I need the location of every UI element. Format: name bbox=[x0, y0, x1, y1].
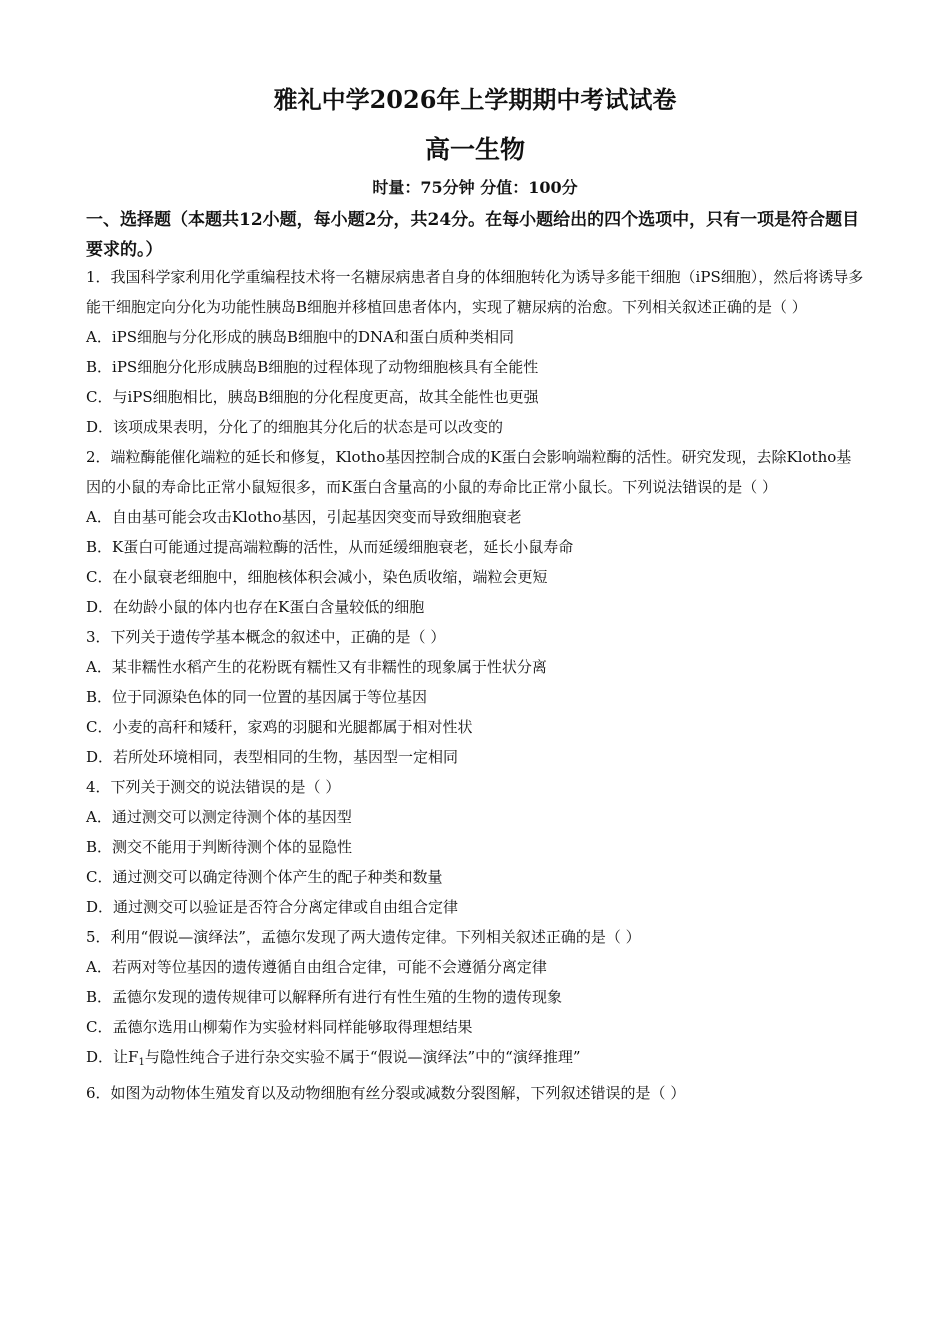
option-d: D．在幼龄小鼠的体内也存在K蛋白含量较低的细胞 bbox=[86, 598, 425, 616]
option-a: A．通过测交可以测定待测个体的基因型 bbox=[86, 808, 352, 826]
option-c: C．通过测交可以确定待测个体产生的配子种类和数量 bbox=[86, 868, 443, 886]
exam-title: 雅礼中学2026年上学期期中考试试卷 bbox=[273, 85, 677, 114]
option-a: A．若两对等位基因的遗传遵循自由组合定律，可能不会遵循分离定律 bbox=[86, 958, 547, 976]
option-b: B．测交不能用于判断待测个体的显隐性 bbox=[86, 838, 353, 856]
exam-subject: 高一生物 bbox=[424, 135, 525, 164]
option-b: B．K蛋白可能通过提高端粒酶的活性，从而延缓细胞衰老，延长小鼠寿命 bbox=[86, 538, 574, 556]
question-1 bbox=[86, 262, 866, 442]
option-c: C．与iPS细胞相比，胰岛B细胞的分化程度更高，故其全能性也更强 bbox=[86, 388, 539, 406]
subscript: 1 bbox=[138, 1057, 145, 1068]
question-4 bbox=[86, 772, 866, 922]
question-stem: 4．下列关于测交的说法错误的是（ ） bbox=[86, 778, 341, 796]
option-d: D．该项成果表明，分化了的细胞其分化后的状态是可以改变的 bbox=[86, 418, 504, 436]
option-d-prefix: D．让F bbox=[86, 1048, 139, 1066]
option-b: B．孟德尔发现的遗传规律可以解释所有进行有性生殖的生物的遗传现象 bbox=[86, 988, 563, 1006]
option-d: D．通过测交可以验证是否符合分离定律或自由组合定律 bbox=[86, 898, 459, 916]
question-stem: 2．端粒酶能催化端粒的延长和修复，Klotho基因控制合成的K蛋白会影响端粒酶的活性。研究发现，去除Klotho基因的小鼠的寿命比正常小鼠短很多，而K蛋白含量高的小鼠的寿命比正常小鼠长。下列说法错误的是（ ） bbox=[86, 448, 852, 496]
question-stem: 1．我国科学家利用化学重编程技术将一名糖尿病患者自身的体细胞转化为诱导多能干细胞（iPS细胞），然后将诱导多能干细胞定向分化为功能性胰岛B细胞并移植回患者体内，实现了糖尿病的治愈。下列相关叙述正确的是（ ） bbox=[86, 268, 864, 316]
question-5 bbox=[86, 922, 866, 1078]
question-stem: 6．如图为动物体生殖发育以及动物细胞有丝分裂或减数分裂图解，下列叙述错误的是（ ） bbox=[86, 1084, 686, 1102]
exam-meta: 时量：75分钟 分值：100分 bbox=[372, 178, 578, 197]
option-d-suffix: 与隐性纯合子进行杂交实验不属于“假说—演绎法”中的“演绎推理” bbox=[144, 1048, 581, 1066]
section-heading: 一、选择题（本题共12小题，每小题2分，共24分。在每小题给出的四个选项中，只有一项是符合题目要求的。） bbox=[86, 210, 860, 260]
option-a: A．某非糯性水稻产生的花粉既有糯性又有非糯性的现象属于性状分离 bbox=[86, 658, 547, 676]
question-3 bbox=[86, 622, 866, 772]
question-stem: 3．下列关于遗传学基本概念的叙述中，正确的是（ ） bbox=[86, 628, 446, 646]
option-a: A．自由基可能会攻击Klotho基因，引起基因突变而导致细胞衰老 bbox=[86, 508, 522, 526]
option-b: B．位于同源染色体的同一位置的基因属于等位基因 bbox=[86, 688, 428, 706]
option-c: C．小麦的高秆和矮秆，家鸡的羽腿和光腿都属于相对性状 bbox=[86, 718, 473, 736]
question-list bbox=[86, 262, 866, 1108]
question-6 bbox=[86, 1078, 866, 1108]
option-d: D．若所处环境相同，表型相同的生物，基因型一定相同 bbox=[86, 748, 459, 766]
option-a: A．iPS细胞与分化形成的胰岛B细胞中的DNA和蛋白质种类相同 bbox=[86, 328, 515, 346]
option-b: B．iPS细胞分化形成胰岛B细胞的过程体现了动物细胞核具有全能性 bbox=[86, 358, 539, 376]
option-c: C．孟德尔选用山柳菊作为实验材料同样能够取得理想结果 bbox=[86, 1018, 473, 1036]
question-stem: 5．利用“假说—演绎法”，孟德尔发现了两大遗传定律。下列相关叙述正确的是（ ） bbox=[86, 928, 641, 946]
question-2 bbox=[86, 442, 866, 622]
option-c: C．在小鼠衰老细胞中，细胞核体积会减小，染色质收缩，端粒会更短 bbox=[86, 568, 548, 586]
option-d bbox=[86, 1042, 866, 1078]
